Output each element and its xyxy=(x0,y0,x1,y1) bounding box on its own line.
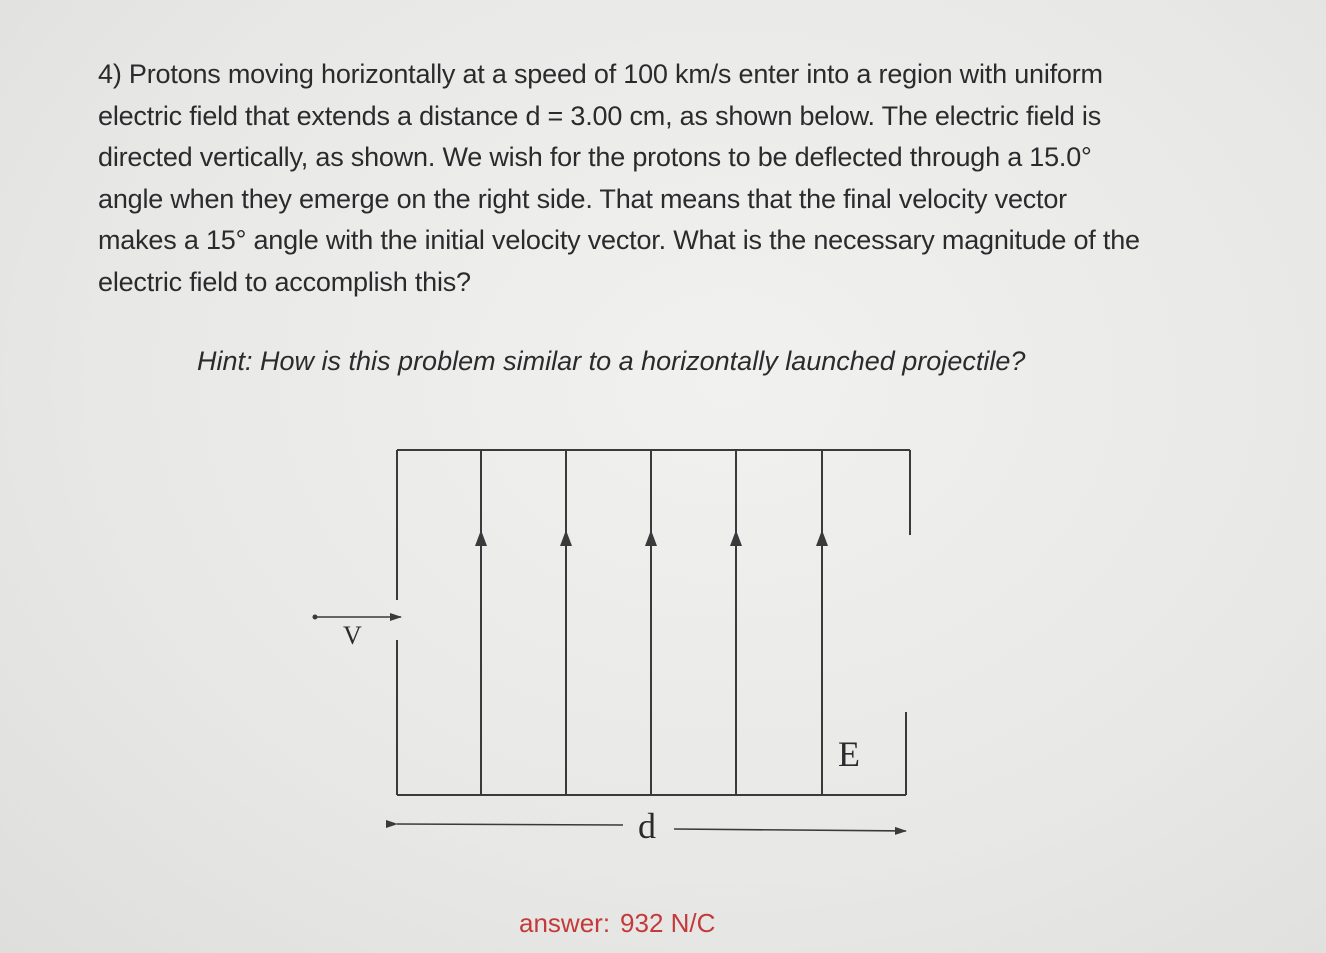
velocity-label: V xyxy=(343,621,362,650)
field-arrowhead-icon xyxy=(645,530,657,546)
problem-line: directed vertically, as shown. We wish for the protons to be deflected through a 15.0° xyxy=(98,142,1092,172)
answer xyxy=(519,908,715,939)
field-arrowhead-icon xyxy=(475,530,487,546)
field-arrowhead-icon xyxy=(816,530,828,546)
distance-arrow-left xyxy=(397,824,623,825)
field-diagram-svg xyxy=(300,440,930,850)
field-arrowhead-icon xyxy=(560,530,572,546)
problem-line: 4) Protons moving horizontally at a speed of 100 km/s enter into a region with uniform xyxy=(98,59,1103,89)
answer-value: 932 N/C xyxy=(620,908,716,938)
problem-line: makes a 15° angle with the initial velocity vector. What is the necessary magnitude of the xyxy=(98,225,1140,255)
field-diagram xyxy=(300,440,930,850)
problem-line: electric field to accomplish this? xyxy=(98,266,471,297)
problem-line: electric field that extends a distance d = 3.00 cm, as shown below. The electric field is xyxy=(98,100,1101,131)
distance-label: d xyxy=(638,806,656,846)
hint-text: Hint: How is this problem similar to a horizontally launched projectile? xyxy=(197,346,1026,376)
answer-label: answer: xyxy=(519,908,611,938)
distance-arrow-right xyxy=(674,829,906,831)
problem-line: angle when they emerge on the right side. That means that the final velocity vector xyxy=(98,183,1067,214)
field-arrowhead-icon xyxy=(730,530,742,546)
field-lines xyxy=(475,450,828,795)
field-label: E xyxy=(838,734,860,774)
problem-statement xyxy=(98,54,1238,303)
